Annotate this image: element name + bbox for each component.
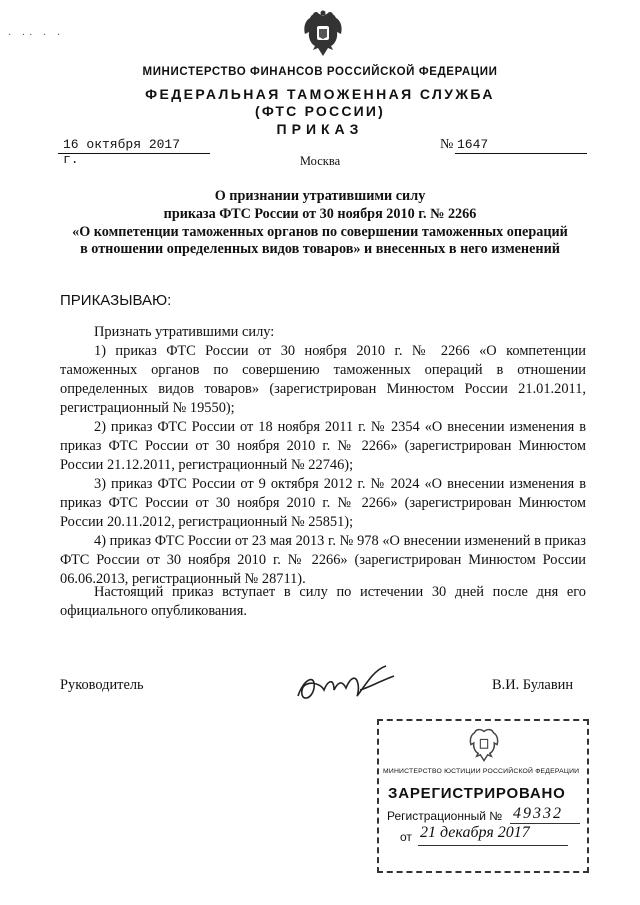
order-number: 1647: [457, 137, 489, 152]
coat-of-arms-icon: [300, 10, 346, 62]
signatory-name: В.И. Булавин: [492, 677, 574, 693]
title-line-3: «О компетенции таможенных органов по совершении таможенных операций: [72, 223, 568, 240]
stamp-reg-number: 49332: [513, 805, 563, 822]
list-item: 4) приказ ФТС России от 23 мая 2013 г. № 978 «О внесении изменений в приказ ФТС России от 30 ноября 2010 г. № 2266» (зарегистрирован Минюстом России 06.06.2013, регистрационный № 28711).: [60, 533, 586, 587]
title-line-1: О признании утратившими силу: [214, 188, 426, 204]
order-directive: ПРИКАЗЫВАЮ:: [60, 292, 172, 309]
stamp-registered: ЗАРЕГИСТРИРОВАНО: [388, 785, 566, 802]
stamp-date-underline: [418, 845, 568, 846]
order-body: [60, 323, 586, 589]
list-item: 3) приказ ФТС России от 9 октября 2012 г. № 2024 «О внесении изменения в приказ ФТС России от 30 ноября 2010 г. № 2266» (зарегистрирован Минюстом России 20.11.2012, регистрационный № 25851);: [60, 476, 586, 530]
number-label: №: [440, 137, 454, 152]
document-type: ПРИКАЗ: [276, 121, 364, 137]
handwritten-signature: [290, 660, 400, 708]
effect-block: [60, 583, 586, 621]
title-line-4: в отношении определенных видов товаров» и внесенных в него изменений: [80, 241, 560, 258]
service-name: ФЕДЕРАЛЬНАЯ ТАМОЖЕННАЯ СЛУЖБА: [145, 86, 495, 102]
scan-marks: · ·· · ·: [8, 30, 65, 41]
signatory-title: Руководитель: [60, 677, 144, 693]
stamp-reg-label: Регистрационный №: [387, 809, 503, 823]
intro-paragraph: Признать утратившими силу:: [94, 324, 275, 340]
order-title: [40, 188, 600, 259]
list-item: 1) приказ ФТС России от 30 ноября 2010 г. № 2266 «О компетенции таможенных органов по совершению таможенных операций в отношении определенных видов товаров» (зарегистрирован Минюстом России 21.01.2011, регистрационный № 19550);: [60, 343, 586, 416]
stamp-ministry: МИНИСТЕРСТВО ЮСТИЦИИ РОССИЙСКОЙ ФЕДЕРАЦИИ: [383, 768, 580, 775]
stamp-date-label: от: [400, 830, 412, 844]
service-short-name: (ФТС РОССИИ): [254, 103, 386, 119]
stamp-date-value: 21 декабря 2017: [420, 824, 530, 841]
effect-paragraph: Настоящий приказ вступает в силу по истечении 30 дней после дня его официального опубликования.: [60, 584, 586, 619]
stamp-coat-of-arms-icon: [467, 727, 501, 765]
ministry-name: МИНИСТЕРСТВО ФИНАНСОВ РОССИЙСКОЙ ФЕДЕРАЦИИ: [142, 66, 498, 78]
order-date: 16 октября 2017 г.: [63, 137, 181, 167]
title-line-2: приказа ФТС России от 30 ноября 2010 г. № 2266: [163, 205, 477, 222]
list-item: 2) приказ ФТС России от 18 ноября 2011 г. № 2354 «О внесении изменения в приказ ФТС России от 30 ноября 2010 г. № 2266» (зарегистрирован Минюстом России 21.12.2011, регистрационный № 22746);: [60, 419, 586, 473]
city: Москва: [299, 154, 341, 168]
